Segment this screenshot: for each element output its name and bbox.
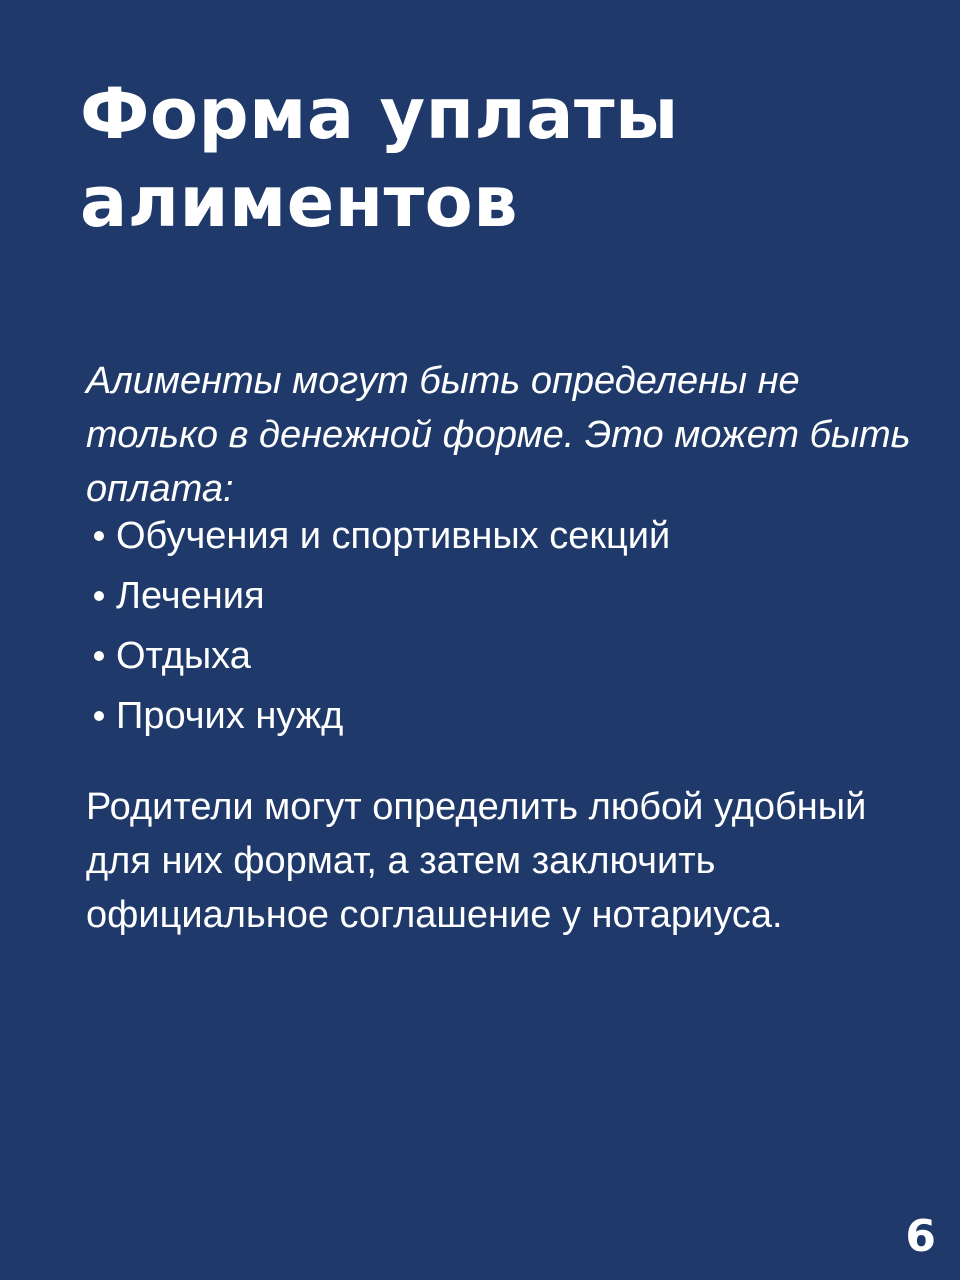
- page-title: [80, 70, 900, 246]
- bullet-text: Отдыха: [116, 634, 251, 677]
- page-number: 6: [905, 1211, 936, 1262]
- bullet-icon: [94, 531, 104, 541]
- title-line-2: алиментов: [80, 161, 519, 243]
- bullet-icon: [94, 711, 104, 721]
- bullet-icon: [94, 591, 104, 601]
- bullet-text: Обучения и спортивных секций: [116, 514, 671, 557]
- list-item: [86, 506, 670, 566]
- title-line-1: Форма уплаты: [80, 73, 679, 155]
- bullet-text: Прочих нужд: [116, 694, 344, 737]
- list-item: [86, 566, 670, 626]
- bullet-text: Лечения: [116, 574, 265, 617]
- bullet-list: [86, 506, 670, 746]
- intro-text: Алименты могут быть определены не только в денежной форме. Это может быть оплата:: [86, 360, 911, 510]
- bullet-icon: [94, 651, 104, 661]
- outro-text: Родители могут определить любой удобный для них формат, а затем заключить официальное соглашение у нотариуса.: [86, 786, 867, 936]
- list-item: [86, 686, 670, 746]
- list-item: [86, 626, 670, 686]
